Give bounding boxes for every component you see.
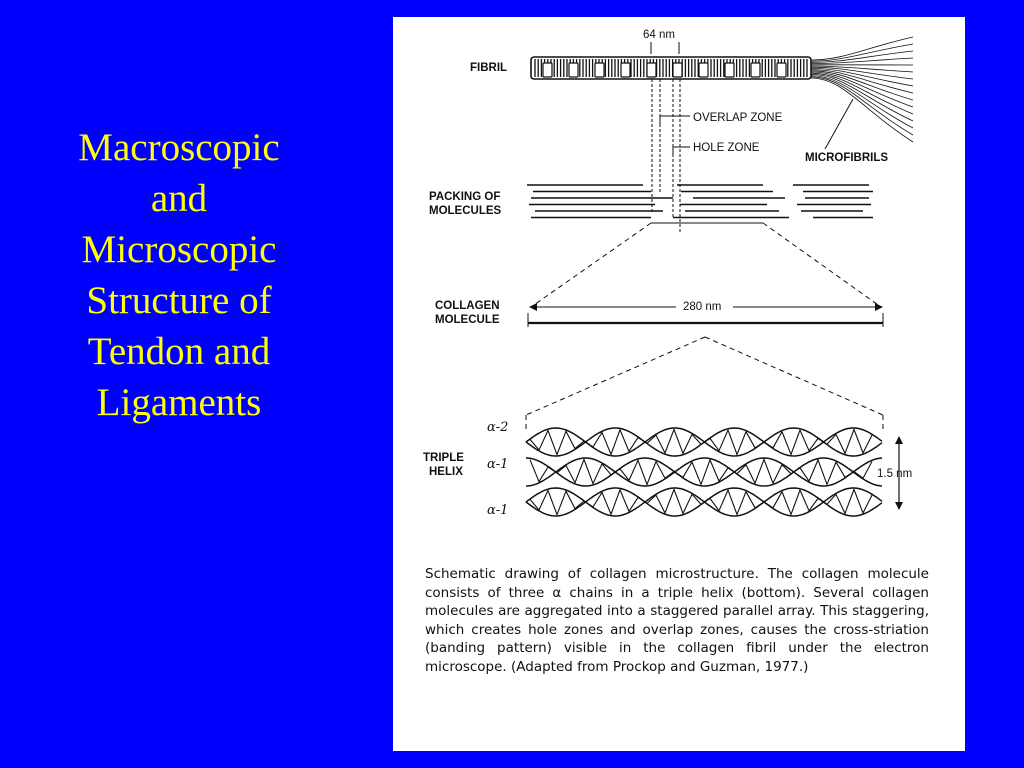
period-label: 64 nm (643, 29, 675, 41)
alpha-1-label-bottom: α-1 (487, 503, 509, 518)
triple-helix-label-line1: TRIPLE (423, 452, 464, 464)
title-line: Tendon and (87, 330, 271, 373)
fibril-shape (531, 57, 811, 79)
alpha-1-label-middle: α-1 (487, 457, 509, 472)
packed-molecules (527, 185, 873, 218)
zoom-lines-upper (531, 223, 881, 307)
zoom-lines-lower (526, 337, 883, 429)
molecule-length-label: 280 nm (683, 301, 722, 313)
title-line: Ligaments (96, 381, 262, 424)
microfibrils-label: MICROFIBRILS (805, 152, 889, 164)
zone-pointer-lines (652, 79, 690, 232)
hole-zone-label: HOLE ZONE (693, 142, 760, 154)
triple-helix-label-line2: HELIX (429, 466, 463, 478)
collagen-label-line2: MOLECULE (435, 314, 500, 326)
microfibrils (811, 37, 913, 142)
collagen-figure-panel (393, 17, 965, 751)
overlap-zone-label: OVERLAP ZONE (693, 112, 783, 124)
figure-caption: Schematic drawing of collagen microstructure. The collagen molecule consists of three α chains in a triple helix (bottom). Several collagen molecules are aggregated into a staggered parallel array. This staggering, which creates hole zones and overlap zones, causes the cross-striation (banding pattern) visible in the collagen fibril under the electron microscope. (Adapted from Prockop and Guzman, 1977.) (425, 566, 929, 675)
period-bracket (651, 42, 679, 54)
alpha-2-label: α-2 (487, 420, 509, 435)
collagen-label-line1: COLLAGEN (435, 300, 500, 312)
title-line: Structure of (86, 279, 272, 322)
packing-label-line1: PACKING OF (429, 191, 501, 203)
title-line: Microscopic (81, 228, 277, 271)
packing-label-line2: MOLECULES (429, 205, 502, 217)
microfibrils-pointer (825, 99, 853, 149)
slide-title (40, 122, 318, 428)
title-line: and (150, 177, 208, 220)
title-line: Macroscopic (78, 126, 280, 169)
fibril-label: FIBRIL (470, 62, 508, 74)
helix-diameter-label: 1.5 nm (877, 468, 913, 480)
triple-helix (526, 428, 882, 516)
collagen-diagram (393, 17, 965, 557)
